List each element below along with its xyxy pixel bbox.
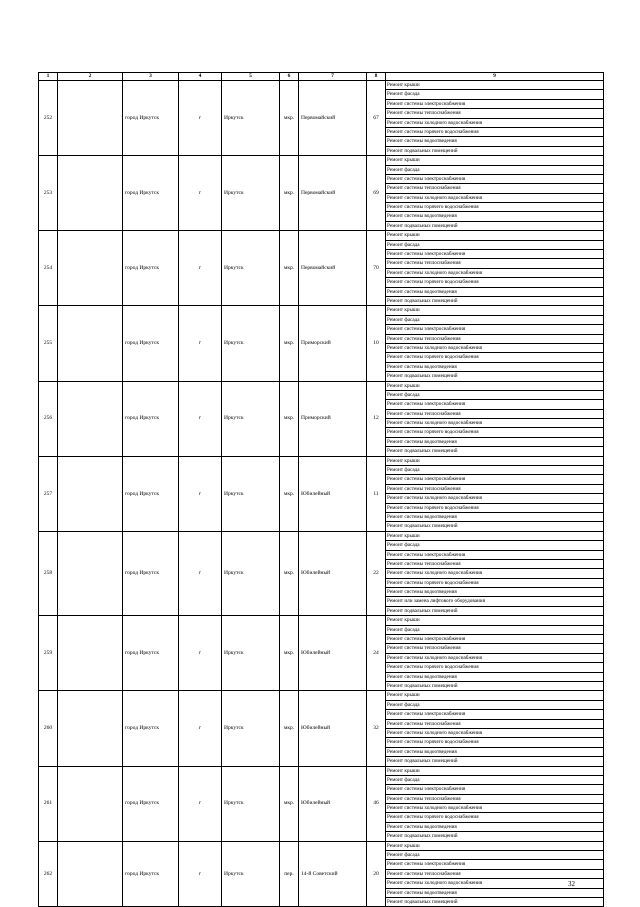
house-number-cell: 11	[367, 456, 386, 531]
city-cell: Иркутск	[222, 691, 280, 766]
work-item: Ремонт системы теплоснабжения	[386, 109, 603, 118]
work-item: Ремонт системы холодного водоснабжения	[386, 194, 603, 203]
works-cell	[386, 81, 604, 156]
work-item: Ремонт фасада	[386, 701, 603, 710]
table-row	[39, 456, 604, 531]
work-item: Ремонт системы электроснабжения	[386, 175, 603, 184]
work-item: Ремонт крыши	[386, 231, 603, 240]
house-number-cell: 32	[367, 691, 386, 766]
work-item: Ремонт фасада	[386, 466, 603, 475]
work-item: Ремонт крыши	[386, 691, 603, 700]
row-number: 252	[39, 81, 58, 156]
settlement-cell: город Иркутск	[123, 381, 179, 456]
table-row	[39, 531, 604, 616]
city-cell: Иркутск	[222, 81, 280, 156]
municipality-cell	[58, 616, 123, 691]
row-number: 254	[39, 231, 58, 306]
table-row	[39, 306, 604, 381]
column-header: 8	[367, 73, 386, 81]
work-item: Ремонт или замена лифтового оборудования	[386, 597, 603, 606]
house-number-cell: 12	[367, 381, 386, 456]
work-item: Ремонт системы теплоснабжения	[386, 720, 603, 729]
works-cell	[386, 381, 604, 456]
work-item: Ремонт крыши	[386, 306, 603, 315]
municipality-cell	[58, 691, 123, 766]
work-item: Ремонт фасада	[386, 851, 603, 860]
page-number: 32	[568, 880, 575, 888]
work-item: Ремонт системы горячего водоснабжения	[386, 128, 603, 137]
work-item: Ремонт системы холодного водоснабжения	[386, 804, 603, 813]
column-header: 4	[179, 73, 222, 81]
works-cell	[386, 841, 604, 907]
work-item: Ремонт системы электроснабжения	[386, 400, 603, 409]
row-number: 253	[39, 156, 58, 231]
work-item: Ремонт системы теплоснабжения	[386, 870, 603, 879]
settlement-cell: город Иркутск	[123, 616, 179, 691]
work-item: Ремонт системы холодного водоснабжения	[386, 494, 603, 503]
row-number: 260	[39, 691, 58, 766]
municipality-cell	[58, 231, 123, 306]
city-cell: Иркутск	[222, 531, 280, 616]
column-header: 9	[386, 73, 604, 81]
city-cell: Иркутск	[222, 381, 280, 456]
street-type-cell: мкр.	[280, 81, 299, 156]
work-item: Ремонт системы горячего водоснабжения	[386, 353, 603, 362]
row-number: 255	[39, 306, 58, 381]
city-cell: Иркутск	[222, 156, 280, 231]
work-item: Ремонт системы теплоснабжения	[386, 259, 603, 268]
work-item: Ремонт системы горячего водоснабжения	[386, 203, 603, 212]
work-item: Ремонт системы водоотведения	[386, 363, 603, 372]
work-item: Ремонт системы водоотведения	[386, 823, 603, 832]
work-item: Ремонт подвальных помещений	[387, 683, 458, 689]
municipality-cell	[58, 456, 123, 531]
work-item: Ремонт системы горячего водоснабжения	[386, 278, 603, 287]
work-item: Ремонт системы водоотведения	[386, 212, 603, 221]
settlement-type-cell: г	[179, 841, 222, 907]
work-item: Ремонт фасада	[386, 626, 603, 635]
work-item: Ремонт системы горячего водоснабжения	[386, 504, 603, 513]
work-item: Ремонт подвальных помещений	[387, 833, 458, 840]
work-item: Ремонт фасада	[386, 166, 603, 175]
work-item: Ремонт подвальных помещений	[387, 758, 458, 765]
works-cell	[386, 456, 604, 531]
work-item: Ремонт системы горячего водоснабжения	[386, 813, 603, 822]
house-number-cell: 24	[367, 616, 386, 691]
settlement-cell: город Иркутск	[123, 841, 179, 907]
work-item: Ремонт системы теплоснабжения	[386, 644, 603, 653]
street-cell: Первомайский	[299, 156, 367, 231]
table-row	[39, 841, 604, 907]
settlement-type-cell: г	[179, 531, 222, 616]
row-number: 259	[39, 616, 58, 691]
work-item: Ремонт подвальных помещений	[387, 222, 458, 229]
settlement-cell: город Иркутск	[123, 231, 179, 306]
settlement-type-cell: г	[179, 456, 222, 531]
settlement-type-cell: г	[179, 616, 222, 691]
work-item: Ремонт системы холодного водоснабжения	[386, 419, 603, 428]
work-item: Ремонт системы водоотведения	[386, 588, 603, 597]
work-item: Ремонт системы электроснабжения	[386, 635, 603, 644]
work-item: Ремонт системы холодного водоснабжения	[386, 269, 603, 278]
municipality-cell	[58, 766, 123, 841]
work-item: Ремонт системы электроснабжения	[386, 860, 603, 869]
settlement-cell: город Иркутск	[123, 456, 179, 531]
city-cell: Иркутск	[222, 306, 280, 381]
work-item: Ремонт системы электроснабжения	[386, 100, 603, 109]
house-number-cell: 46	[367, 766, 386, 841]
work-item: Ремонт системы теплоснабжения	[386, 335, 603, 344]
street-type-cell: мкр.	[280, 766, 299, 841]
column-header: 5	[222, 73, 280, 81]
work-item: Ремонт системы электроснабжения	[386, 325, 603, 334]
table-body	[39, 81, 604, 907]
work-item: Ремонт системы водоотведения	[386, 438, 603, 447]
municipality-cell	[58, 306, 123, 381]
street-type-cell: мкр.	[280, 306, 299, 381]
street-type-cell: мкр.	[280, 531, 299, 616]
settlement-cell: город Иркутск	[123, 81, 179, 156]
work-item: Ремонт системы холодного водоснабжения	[386, 654, 603, 663]
settlement-type-cell: г	[179, 81, 222, 156]
work-item: Ремонт системы холодного водоснабжения	[386, 729, 603, 738]
work-item: Ремонт фасада	[386, 776, 603, 785]
column-header: 3	[123, 73, 179, 81]
work-item: Ремонт системы теплоснабжения	[386, 410, 603, 419]
work-item: Ремонт системы водоотведения	[386, 288, 603, 297]
work-item: Ремонт системы водоотведения	[386, 513, 603, 522]
settlement-cell: город Иркутск	[123, 766, 179, 841]
municipality-cell	[58, 81, 123, 156]
house-number-cell: 69	[367, 156, 386, 231]
street-cell: 14-й Советский	[299, 841, 367, 907]
works-cell	[386, 691, 604, 766]
work-item: Ремонт фасада	[386, 541, 603, 550]
work-item: Ремонт системы теплоснабжения	[386, 795, 603, 804]
street-cell: Юбилейный	[299, 616, 367, 691]
work-item: Ремонт крыши	[386, 767, 603, 776]
municipality-cell	[58, 841, 123, 907]
work-item: Ремонт подвальных помещений	[387, 448, 458, 455]
municipality-cell	[58, 156, 123, 231]
works-cell	[386, 766, 604, 841]
row-number: 262	[39, 841, 58, 907]
work-item: Ремонт подвальных помещений	[387, 373, 458, 380]
column-header: 2	[58, 73, 123, 81]
work-item: Ремонт системы горячего водоснабжения	[386, 738, 603, 747]
street-cell: Приморский	[299, 381, 367, 456]
work-item: Ремонт системы электроснабжения	[386, 475, 603, 484]
work-item: Ремонт крыши	[386, 382, 603, 391]
work-item: Ремонт подвальных помещений	[387, 297, 458, 304]
house-number-cell: 22	[367, 531, 386, 616]
house-number-cell: 10	[367, 306, 386, 381]
table-row	[39, 381, 604, 456]
municipality-cell	[58, 531, 123, 616]
column-number-row	[39, 73, 604, 81]
work-item: Ремонт системы холодного водоснабжения	[386, 569, 603, 578]
row-number: 261	[39, 766, 58, 841]
column-header: 1	[39, 73, 58, 81]
work-item: Ремонт крыши	[386, 842, 603, 851]
settlement-type-cell: г	[179, 156, 222, 231]
works-cell	[386, 531, 604, 616]
settlement-cell: город Иркутск	[123, 306, 179, 381]
street-cell: Первомайский	[299, 81, 367, 156]
work-item: Ремонт подвальных помещений	[387, 147, 458, 154]
works-cell	[386, 306, 604, 381]
street-cell: Первомайский	[299, 231, 367, 306]
work-item: Ремонт крыши	[386, 532, 603, 541]
table-row	[39, 81, 604, 156]
street-cell: Юбилейный	[299, 531, 367, 616]
city-cell: Иркутск	[222, 616, 280, 691]
work-item: Ремонт системы холодного водоснабжения	[386, 879, 603, 888]
street-type-cell: мкр.	[280, 231, 299, 306]
street-type-cell: мкр.	[280, 456, 299, 531]
work-item: Ремонт системы водоотведения	[386, 889, 603, 898]
work-item: Ремонт крыши	[386, 81, 603, 90]
work-item: Ремонт системы водоотведения	[386, 748, 603, 757]
work-item: Ремонт системы горячего водоснабжения	[386, 428, 603, 437]
municipality-cell	[58, 381, 123, 456]
work-item: Ремонт подвальных помещений	[387, 523, 458, 530]
work-item: Ремонт подвальных помещений	[387, 898, 458, 905]
settlement-type-cell: г	[179, 766, 222, 841]
column-header: 7	[299, 73, 367, 81]
settlement-cell: город Иркутск	[123, 531, 179, 616]
city-cell: Иркутск	[222, 231, 280, 306]
table-row	[39, 766, 604, 841]
work-item: Ремонт системы теплоснабжения	[386, 560, 603, 569]
settlement-type-cell: г	[179, 691, 222, 766]
work-item: Ремонт системы холодного водоснабжения	[386, 119, 603, 128]
street-cell: Юбилейный	[299, 691, 367, 766]
work-item: Ремонт системы водоотведения	[386, 673, 603, 682]
settlement-cell: город Иркутск	[123, 691, 179, 766]
work-item: Ремонт фасада	[386, 391, 603, 400]
work-item: Ремонт крыши	[386, 616, 603, 625]
work-item: Ремонт системы электроснабжения	[386, 551, 603, 560]
settlement-type-cell: г	[179, 381, 222, 456]
street-cell: Приморский	[299, 306, 367, 381]
work-item: Ремонт системы теплоснабжения	[386, 485, 603, 494]
work-item: Ремонт крыши	[386, 156, 603, 165]
works-cell	[386, 156, 604, 231]
column-header: 6	[280, 73, 299, 81]
work-item: Ремонт фасада	[386, 241, 603, 250]
street-type-cell: мкр.	[280, 156, 299, 231]
work-item: Ремонт подвальных помещений	[387, 607, 458, 614]
street-cell: Юбилейный	[299, 456, 367, 531]
table-row	[39, 156, 604, 231]
settlement-type-cell: г	[179, 231, 222, 306]
row-number: 258	[39, 531, 58, 616]
street-type-cell: мкр.	[280, 616, 299, 691]
work-item: Ремонт фасада	[386, 316, 603, 325]
street-type-cell: пер.	[280, 841, 299, 907]
work-item: Ремонт системы водоотведения	[386, 137, 603, 146]
street-type-cell: мкр.	[280, 381, 299, 456]
city-cell: Иркутск	[222, 841, 280, 907]
work-item: Ремонт системы горячего водоснабжения	[386, 663, 603, 672]
work-item: Ремонт системы электроснабжения	[386, 250, 603, 259]
work-item: Ремонт крыши	[386, 457, 603, 466]
works-cell	[386, 231, 604, 306]
work-item: Ремонт системы горячего водоснабжения	[386, 579, 603, 588]
settlement-cell: город Иркутск	[123, 156, 179, 231]
row-number: 256	[39, 381, 58, 456]
street-type-cell: мкр.	[280, 691, 299, 766]
settlement-type-cell: г	[179, 306, 222, 381]
table-row	[39, 691, 604, 766]
street-cell: Юбилейный	[299, 766, 367, 841]
work-item: Ремонт системы теплоснабжения	[386, 184, 603, 193]
table-row	[39, 231, 604, 306]
work-item: Ремонт системы холодного водоснабжения	[386, 344, 603, 353]
row-number: 257	[39, 456, 58, 531]
house-number-cell: 20	[367, 841, 386, 907]
house-number-cell: 70	[367, 231, 386, 306]
work-item: Ремонт фасада	[386, 90, 603, 99]
work-item: Ремонт системы электроснабжения	[386, 785, 603, 794]
works-cell	[386, 616, 604, 691]
repair-program-table	[38, 72, 604, 907]
work-item: Ремонт системы электроснабжения	[386, 710, 603, 719]
house-number-cell: 67	[367, 81, 386, 156]
city-cell: Иркутск	[222, 766, 280, 841]
city-cell: Иркутск	[222, 456, 280, 531]
table-row	[39, 616, 604, 691]
